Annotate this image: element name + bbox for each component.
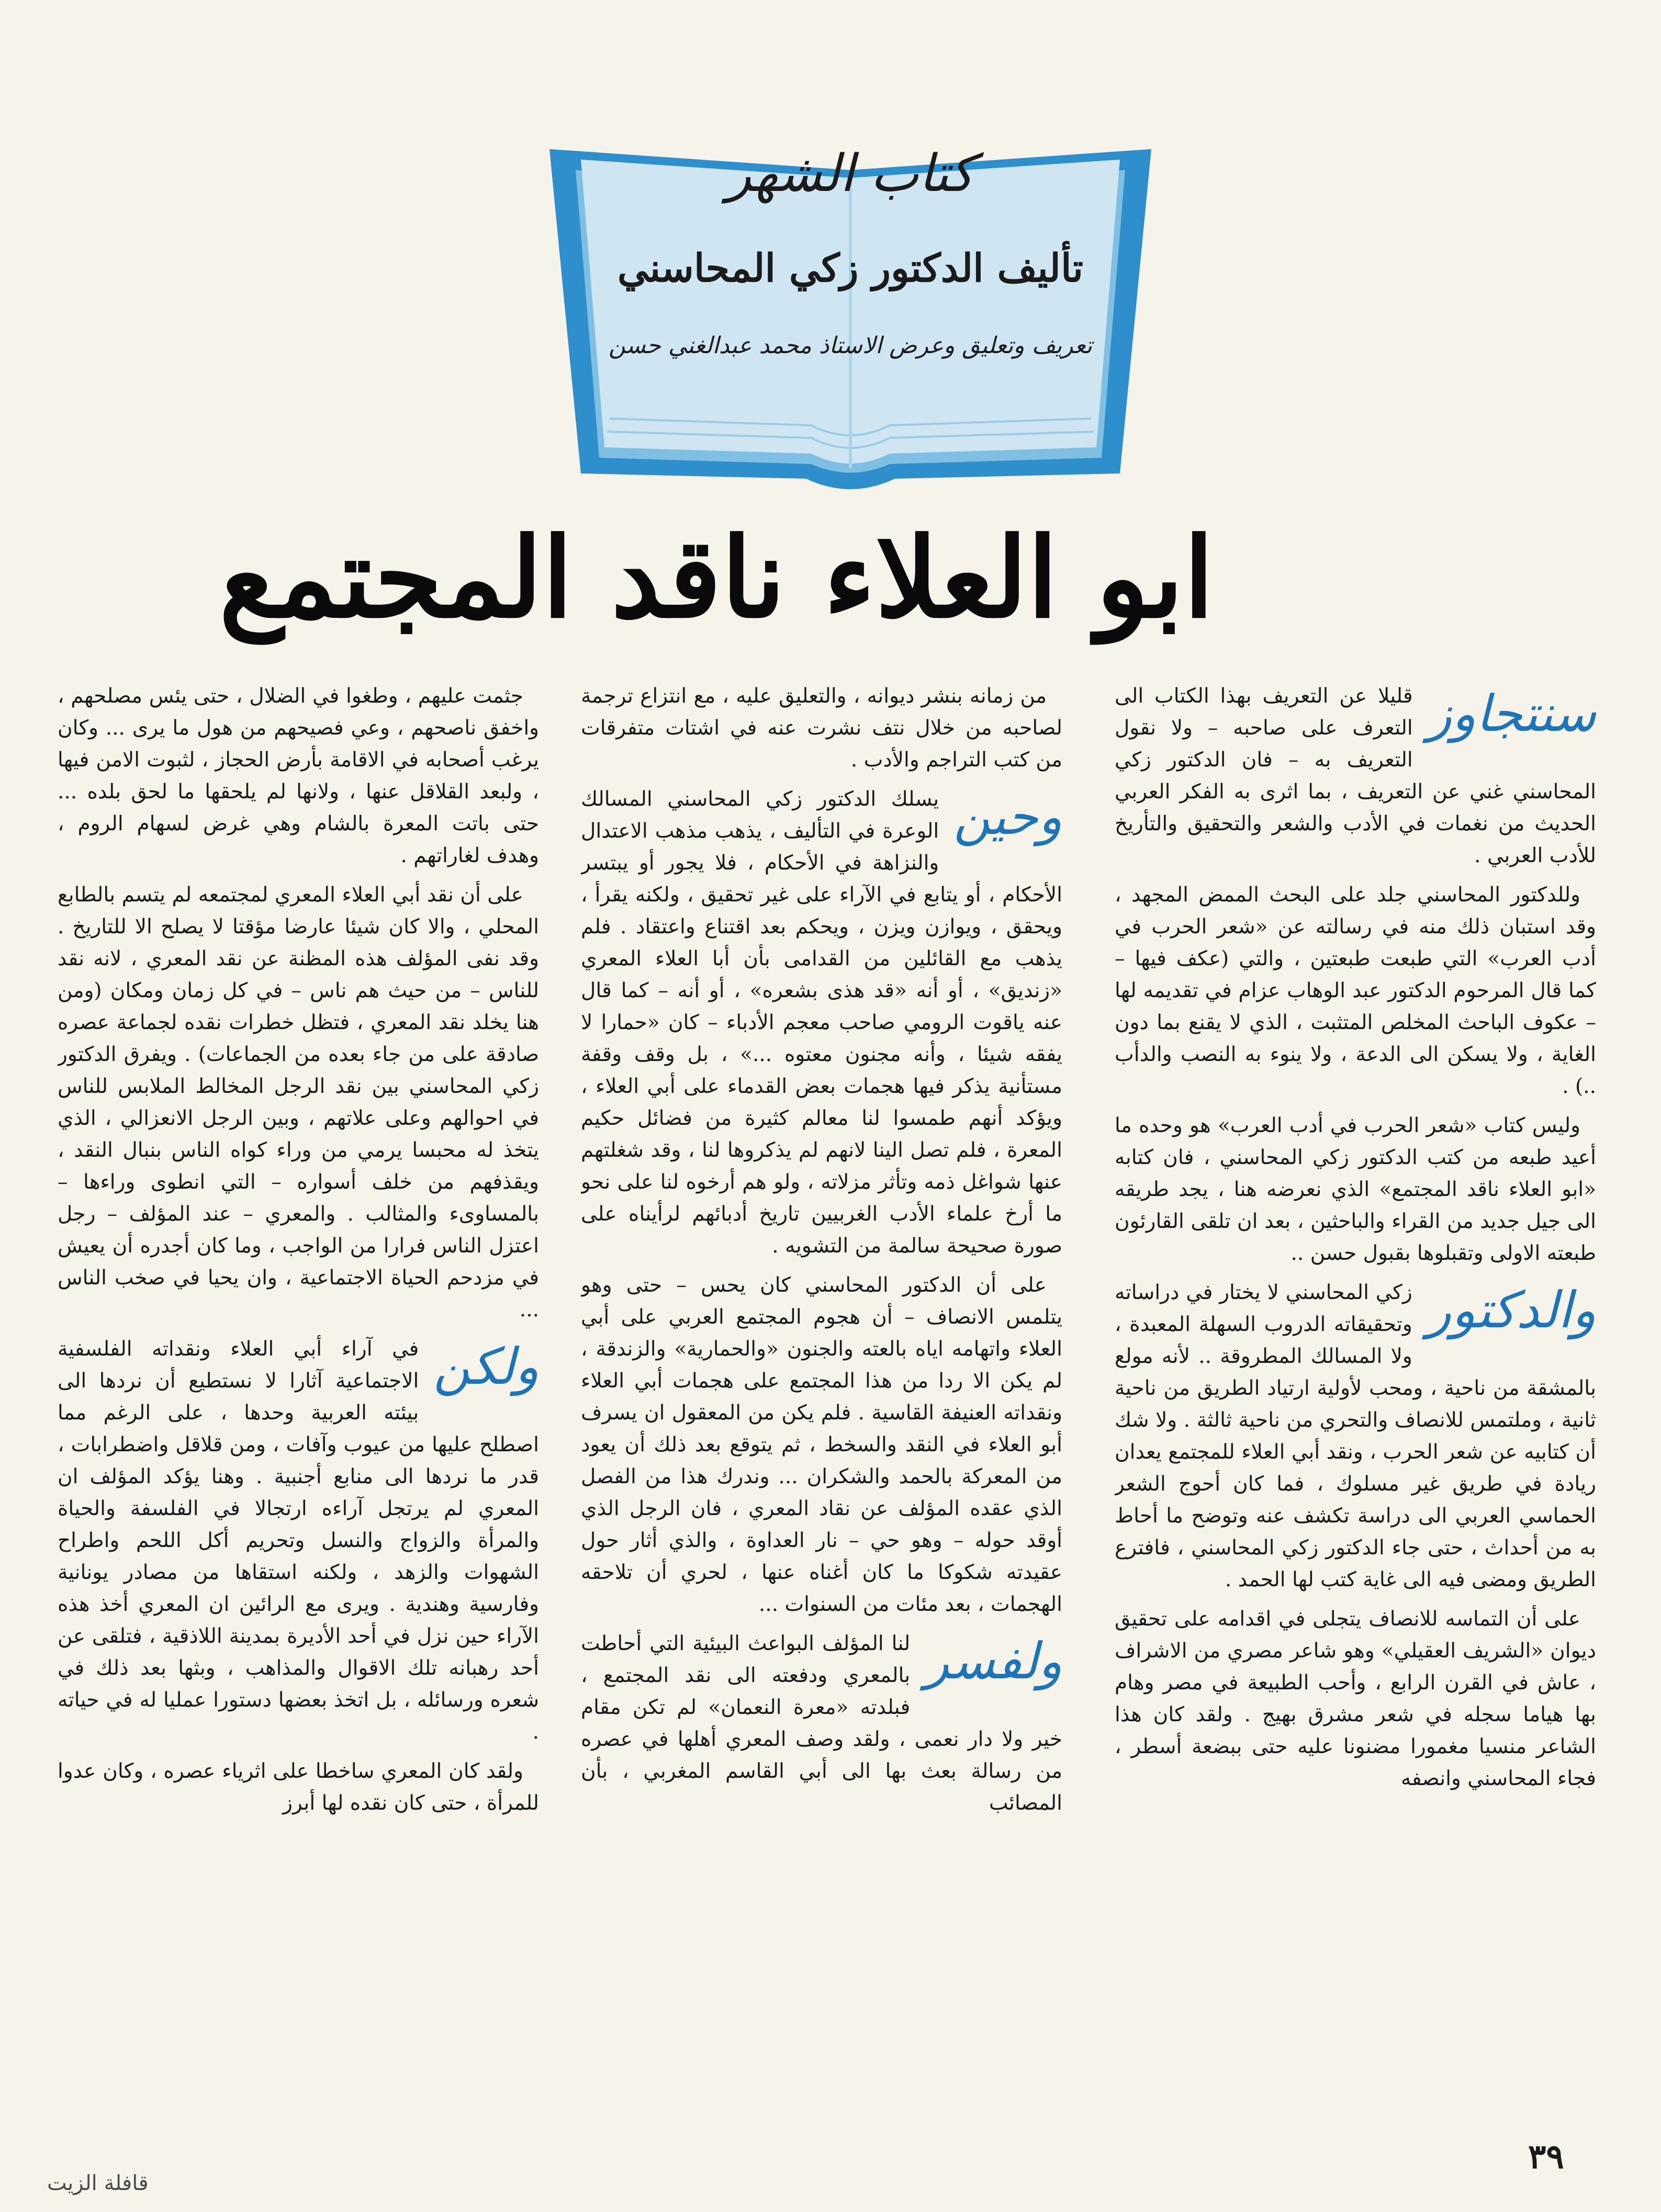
paragraph-text: وللدكتور المحاسني جلد على البحث الممض المجهد ، وقد استبان ذلك منه في رسالته عن «شعر الحرب في أدب العرب» التي طبعت طبعتين ، والتي (عكف فيها – كما قال المرحوم الدكتور عبد الوهاب عزام في تقديمه لها – عكوف الباحث المخلص المتثبت ، الذي لا يقنع بما دون الغاية ، ولا يسكن الى الدعة ، ولا ينوء به النصب والدأب ..) .	[1115, 883, 1596, 1098]
paragraph-text: وليس كتاب «شعر الحرب في أدب العرب» هو وحده ما أعيد طبعه من كتب الدكتور زكي المحاسني ، فان كتابه «ابو العلاء ناقد المجتمع» الذي نعرضه هنا ، يجد طريقه الى جيل جديد من القراء والباحثين ، بعد ان تلقى القارئون طبعته الاولى وتقبلوها بقبول حسن ..	[1115, 1114, 1596, 1265]
column-left	[58, 680, 539, 2103]
lead-keyword: سنتجاوز	[1427, 684, 1596, 743]
paragraph	[581, 680, 1062, 776]
paragraph	[58, 879, 539, 1326]
article-title: ابو العلاء ناقد المجتمع	[219, 513, 1214, 642]
column-right	[1115, 680, 1596, 2103]
lead-keyword: والدكتور	[1427, 1281, 1596, 1339]
publication-name: قافلة الزيت	[47, 2171, 149, 2195]
lead-keyword: ولكن	[433, 1337, 539, 1396]
book-of-the-month-title: كتاب الشهر	[726, 144, 974, 204]
paragraph	[1115, 680, 1596, 872]
paragraph	[58, 680, 539, 872]
paragraph	[58, 1333, 539, 1748]
paragraph	[581, 1269, 1062, 1620]
paragraph-text: على أن التماسه للانصاف يتجلى في اقدامه على تحقيق ديوان «الشريف العقيلي» وهو شاعر مصري من الاشراف ، عاش في القرن الرابع ، وأحب الطبيعة في مصر وهام بها هياما سجله في شعر مشرق بهيج . ولقد كان هذا الشاعر منسيا مغمورا مضنونا عليه حتى ببضعة أسطر ، فجاء المحاسني وانصفه	[1115, 1607, 1596, 1790]
paragraph	[58, 1755, 539, 1819]
paragraph-text: زكي المحاسني لا يختار في دراساته وتحقيقاته الدروب السهلة المعبدة ، ولا المسالك المطروقة .. لأنه مولع بالمشقة من ناحية ، ومحب لأولية ارتياد الطريق من ناحية ثانية ، وملتمس للانصاف والتحري من ناحية ثالثة . ولا شك أن كتابيه عن شعر الحرب ، ونقد أبي العلاء للمجتمع يعدان ريادة في طريق غير مسلوك ، فما كان أحوج الشعر الحماسي العربي الى دراسة تكشف عنه وتوضح ما أحاط به من أحداث ، حتى جاء الدكتور زكي المحاسني ، فافترع الطريق ومضى فيه الى غاية كتب لها الحمد .	[1115, 1281, 1596, 1592]
paragraph	[1115, 879, 1596, 1102]
page-number: ٣٩	[1528, 2137, 1564, 2176]
paragraph-text: في آراء أبي العلاء ونقداته الفلسفية الاجتماعية آثارا لا نستطيع أن نردها الى بيئته العربية وحدها ، على الرغم مما اصطلح عليها من عيوب وآفات ، ومن قلاقل واضطرابات ، قدر ما نردها الى منابع أجنبية . وهنا يؤكد المؤلف ان المعري لم يرتجل آراءه ارتجالا في الفلسفة والحياة والمرأة والزواج والنسل وتحريم أكل اللحم واطراح الشهوات والزهد ، ولكنه استقاها من مصادر يونانية وفارسية وهندية . ويرى مع الرائين ان المعري أخذ هذه الآراء حين نزل في أحد الأديرة بمدينة اللاذقية ، فتلقى عن أحد رهبانه تلك الاقوال والمذاهب ، وبثها بعد ذلك في شعره ورسائله ، بل اتخذ بعضها دستورا عمليا له في حياته .	[58, 1337, 539, 1744]
paragraph-text: على أن الدكتور المحاسني كان يحس – حتى وهو يتلمس الانصاف – أن هجوم المجتمع العربي على أبي العلاء واتهامه اياه بالعته والجنون «والحمارية» والزندقة ، لم يكن الا ردا من هذا المجتمع على هجمات أبي العلاء ونقداته العنيفة القاسية . فلم يكن من المعقول ان يسرف أبو العلاء في النقد والسخط ، ثم يتوقع بعد ذلك أن يعود من المعركة بالحمد والشكران ... وندرك هذا من الفصل الذي عقده المؤلف عن نقاد المعري ، فان الرجل الذي أوقد حوله – وهو حي – نار العداوة ، والذي أثار حول عقيدته شكوكا ما كان أغناه عنها ، لحري أن تلاحقه الهجمات ، بعد مئات من السنوات ...	[581, 1273, 1062, 1616]
paragraph	[581, 1628, 1062, 1819]
paragraph-text: يسلك الدكتور زكي المحاسني المسالك الوعرة في التأليف ، يذهب مذهب الاعتدال والنزاهة في الأحكام ، فلا يجور أو يبتسر الأحكام ، أو يتابع في الآراء على غير تحقيق ، ولكنه يقرأ ، ويحقق ، ويوازن ويزن ، ويحكم بعد اقتناع واعتقاد . فلم يذهب مع القائلين من القدامى بأن أبا العلاء المعري «زنديق» ، أو أنه «قد هذى بشعره» ، أو أنه – كما قال عنه ياقوت الرومي صاحب معجم الأدباء – كان «حمارا لا يفقه شيئا ، وأنه مجنون معتوه ...» ، بل وقف وقفة مستأنية يذكر فيها هجمات بعض القدماء على أبي العلاء ، ويؤكد أنهم طمسوا لنا معالم كثيرة من فضائل حكيم المعرة ، فلم تصل الينا لانهم لم يذكروها لنا ، وقد شغلتهم عنها شواغل ذمه وتأثر مزلاته ، ولو هم أرخوه لنا على نحو ما أرخ علماء الأدب الغربيين تاريخ أدبائهم لرأيناه على صورة صحيحة سالمة من التشويه .	[581, 787, 1062, 1258]
paragraph-text: لنا المؤلف البواعث البيئية التي أحاطت بالمعري ودفعته الى نقد المجتمع ، فبلدته «معرة النعمان» لم تكن مقام خير ولا دار نعمى ، ولقد وصف المعري أهلها في عصره من رسالة بعث بها الى أبي القاسم المغربي ، بأن المصائب	[581, 1632, 1062, 1815]
paragraph	[1115, 1603, 1596, 1795]
paragraph-text: من زمانه بنشر ديوانه ، والتعليق عليه ، مع انتزاع ترجمة لصاحبه من خلال نتف نشرت عنه في اشتات متفرقات من كتب التراجم والأدب .	[581, 684, 1062, 772]
author-line: تأليف الدكتور زكي المحاسني	[617, 246, 1084, 291]
paragraph	[581, 783, 1062, 1262]
credit-line: تعريف وتعليق وعرض الاستاذ محمد عبدالغني حسن	[608, 332, 1093, 359]
lead-keyword: وحين	[953, 787, 1062, 846]
paragraph-text: قليلا عن التعريف بهذا الكتاب الى التعرف على صاحبه – ولا نقول التعريف به – فان الدكتور زكي المحاسني غني عن التعريف ، بما اثرى به الفكر العربي الحديث من نغمات في الأدب والشعر والتحقيق والتأريخ للأدب العربي .	[1115, 684, 1596, 867]
lead-keyword: ولفسر	[925, 1632, 1062, 1690]
paragraph-text: ولقد كان المعري ساخطا على اثرياء عصره ، وكان عدوا للمرأة ، حتى كان نقده لها أبرز	[58, 1759, 539, 1815]
book-of-the-month-header	[529, 112, 1172, 500]
paragraph-text: على أن نقد أبي العلاء المعري لمجتمعه لم يتسم بالطابع المحلي ، والا كان شيئا عارضا مؤقتا لا يصلح الا للتاريخ . وقد نفى المؤلف هذه المظنة عن نقد المعري ، لانه نقد للناس – من حيث هم ناس – في كل زمان ومكان (ومن هنا يخلد نقد المعري ، فتظل خطرات نقده لجماعة عصره صادقة على من جاء بعده من الجماعات) . ويفرق الدكتور زكي المحاسني بين نقد الرجل المخالط الملابس للناس في احوالهم وعلى علاتهم ، وبين الرجل الانعزالي ، الذي يتخذ له محبسا يرمي من وراء كواه الناس بنبال النقد ، ويقذفهم من خلف أسواره – التي انطوى وراءها – بالمساوىء والمثالب . والمعري – عند المؤلف – رجل اعتزل الناس فرارا من الواجب ، وما كان أجدره أن يعيش في مزدحم الحياة الاجتماعية ، وان يحيا في صخب الناس ...	[58, 883, 539, 1322]
paragraph-text: جثمت عليهم ، وطغوا في الضلال ، حتى يئس مصلحهم ، واخفق ناصحهم ، وعي فصيحهم من هول ما يرى ... وكان يرغب أصحابه في الاقامة بأرض الحجاز ، لثبوت الامن فيها ، ولبعد القلاقل عنها ، ولانها لم يلحقها ما لحق بلده ... حتى باتت المعرة بالشام وهي غرض لسهام الروم ، وهدف لغاراتهم .	[58, 684, 539, 867]
paragraph	[1115, 1277, 1596, 1596]
paragraph	[1115, 1110, 1596, 1269]
column-middle	[581, 680, 1062, 2103]
